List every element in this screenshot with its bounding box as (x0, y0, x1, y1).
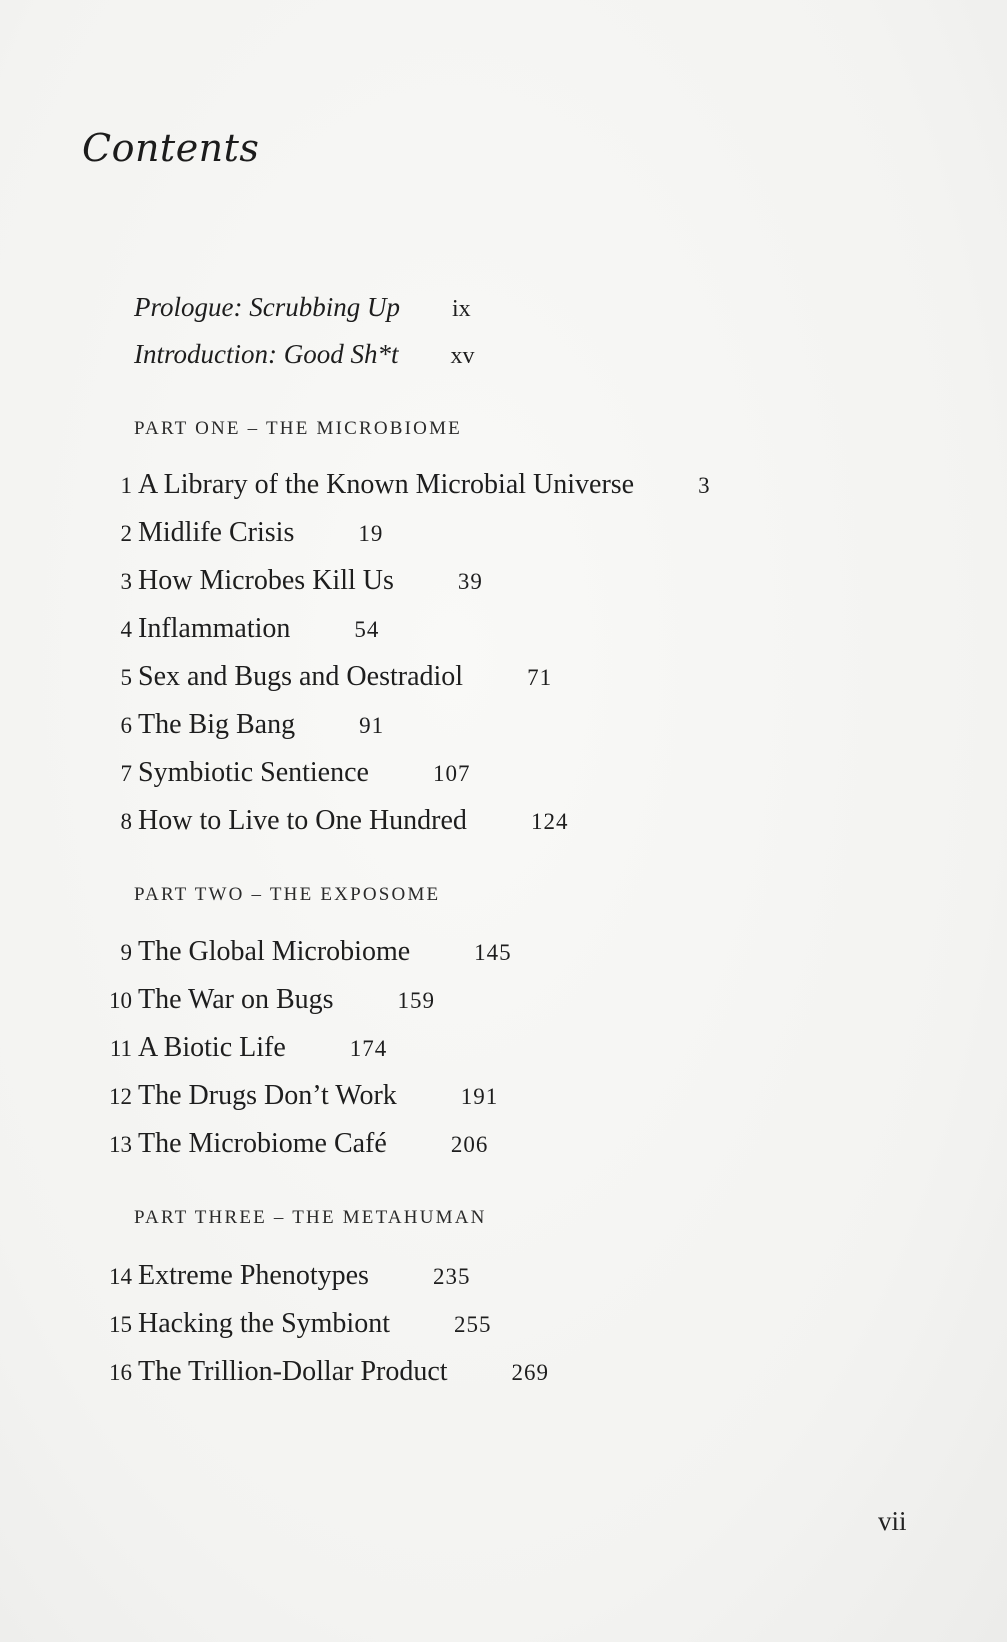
chapter-page: 235 (432, 1264, 471, 1289)
chapter-number: 11 (109, 1036, 132, 1061)
chapter-number: 3 (120, 569, 132, 594)
part-heading-two: PART TWO – THE EXPOSOME (134, 884, 441, 905)
front-matter-label: Introduction: Good Sh*t (134, 339, 399, 369)
toc-entry (92, 1032, 387, 1064)
chapter-page: 124 (530, 809, 569, 834)
toc-entry (92, 1308, 491, 1340)
chapter-page: 54 (354, 617, 380, 642)
chapter-title: The War on Bugs (138, 984, 334, 1015)
chapter-page: 159 (397, 988, 436, 1013)
chapter-number: 2 (120, 521, 132, 546)
chapter-number: 13 (109, 1132, 132, 1157)
chapter-number: 16 (109, 1360, 132, 1385)
chapter-number: 14 (109, 1264, 132, 1289)
chapter-page: 19 (358, 521, 384, 546)
page-title: Contents (82, 126, 260, 170)
toc-entry (92, 805, 568, 837)
chapter-title: How to Live to One Hundred (138, 805, 467, 836)
chapter-title: Inflammation (138, 613, 291, 644)
chapter-title: The Big Bang (138, 709, 296, 740)
chapter-page: 145 (474, 940, 512, 965)
chapter-number: 4 (120, 617, 132, 642)
toc-entry (92, 1260, 470, 1292)
chapter-title: How Microbes Kill Us (138, 565, 394, 596)
chapter-page: 191 (460, 1084, 499, 1109)
chapter-number: 6 (120, 713, 132, 738)
chapter-page: 206 (450, 1132, 489, 1157)
toc-entry (92, 1356, 549, 1388)
chapter-page: 269 (511, 1360, 550, 1385)
chapter-page: 255 (453, 1312, 492, 1337)
chapter-title: A Biotic Life (138, 1032, 286, 1063)
chapter-title: A Library of the Known Microbial Universe (138, 469, 635, 500)
part-heading-one: PART ONE – THE MICROBIOME (134, 418, 462, 439)
toc-entry (92, 613, 379, 645)
front-matter-page: xv (450, 343, 475, 369)
chapter-number: 5 (120, 665, 132, 690)
chapter-title: The Trillion-Dollar Product (138, 1356, 448, 1387)
chapter-title: Hacking the Symbiont (138, 1308, 390, 1339)
chapter-page: 174 (349, 1036, 388, 1061)
toc-entry (92, 984, 435, 1016)
chapter-title: The Drugs Don’t Work (138, 1080, 397, 1111)
chapter-page: 107 (432, 761, 471, 786)
front-matter-prologue (134, 292, 471, 323)
front-matter-introduction (134, 339, 474, 370)
chapter-title: The Microbiome Café (138, 1128, 387, 1159)
chapter-number: 9 (120, 940, 132, 965)
toc-entry (92, 1080, 498, 1112)
toc-entry (92, 565, 483, 597)
chapter-number: 7 (120, 761, 132, 786)
chapter-page: 71 (527, 665, 553, 690)
chapter-number: 8 (120, 809, 132, 834)
chapter-page: 3 (698, 473, 711, 498)
chapter-number: 10 (109, 988, 132, 1013)
front-matter-page: ix (451, 296, 471, 322)
chapter-title: Symbiotic Sentience (138, 757, 369, 788)
chapter-title: Midlife Crisis (138, 517, 295, 548)
part-heading-three: PART THREE – THE METAHUMAN (134, 1207, 487, 1228)
chapter-number: 12 (109, 1084, 132, 1109)
toc-entry (92, 661, 552, 693)
toc-entry (92, 936, 512, 968)
chapter-title: Sex and Bugs and Oestradiol (138, 661, 464, 692)
front-matter-label: Prologue: Scrubbing Up (134, 292, 400, 322)
page-number: vii (878, 1506, 907, 1536)
chapter-number: 1 (120, 473, 132, 498)
chapter-title: The Global Microbiome (138, 936, 411, 967)
toc-entry (92, 1128, 488, 1160)
toc-entry (92, 517, 383, 549)
chapter-number: 15 (109, 1312, 132, 1337)
toc-entry (92, 469, 711, 501)
chapter-title: Extreme Phenotypes (138, 1260, 369, 1291)
chapter-page: 39 (457, 569, 483, 594)
chapter-page: 91 (359, 713, 385, 738)
toc-entry (92, 757, 470, 789)
toc-entry (92, 709, 384, 741)
